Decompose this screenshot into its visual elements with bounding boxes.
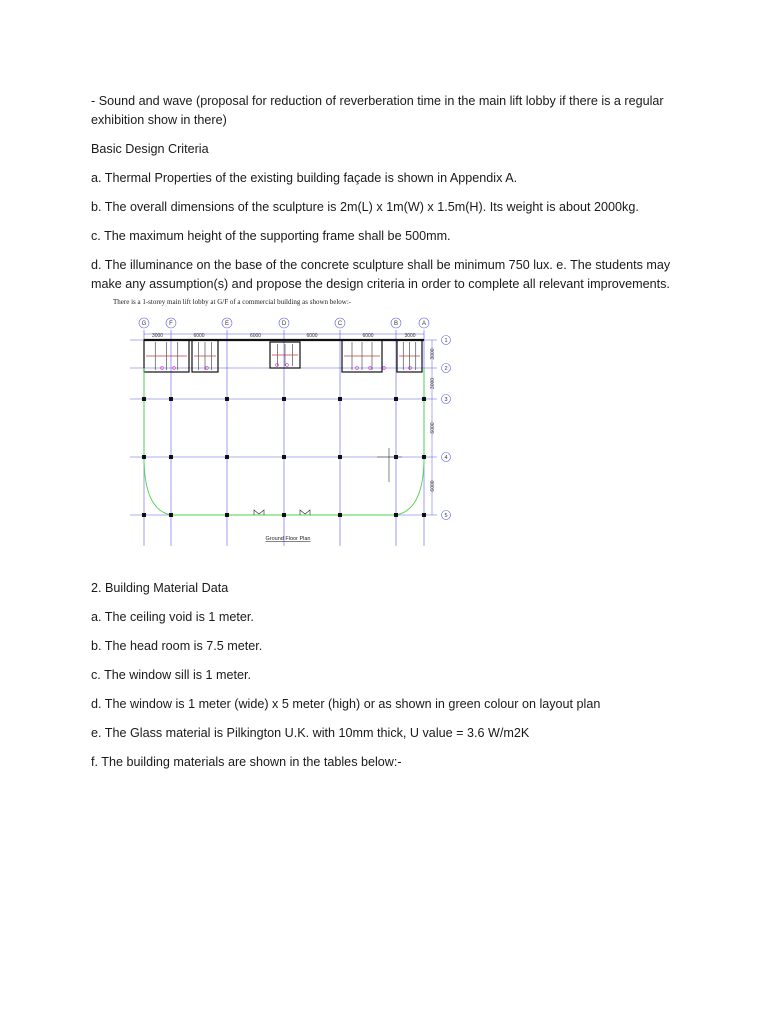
row-label-2: 2 (444, 366, 448, 372)
ground-floor-plan-figure (112, 310, 462, 555)
lift-core-middle (270, 342, 300, 368)
column (142, 455, 146, 459)
entrance-door (300, 510, 310, 515)
col-label-D: D (281, 321, 287, 328)
material-item-c: c. The window sill is 1 meter. (91, 668, 252, 682)
column (142, 397, 146, 401)
lift-core-right (397, 340, 422, 372)
col-label-A: A (421, 321, 427, 328)
section-2-heading: 2. Building Material Data (91, 581, 229, 595)
entrance-door (254, 510, 264, 515)
fixture-mark (276, 364, 279, 367)
column (169, 513, 173, 517)
figure-caption: There is a 1-storey main lift lobby at G/F of a commercial building as shown below:- (113, 298, 352, 306)
row-label-1: 1 (444, 338, 448, 344)
col-spacing: 6000 (362, 333, 374, 339)
row-label-5: 5 (444, 513, 448, 519)
column (169, 397, 173, 401)
col-spacing: 6000 (306, 333, 318, 339)
criteria-item-d-e: d. The illuminance on the base of the concrete sculpture shall be minimum 750 lux. e. The students may make any assumption(s) and propose the design criteria in order to complete all relevant improvements. (91, 258, 671, 291)
column (225, 397, 229, 401)
criteria-item-b: b. The overall dimensions of the sculpture is 2m(L) x 1m(W) x 1.5m(H). Its weight is about 2000kg. (91, 200, 639, 214)
col-spacing: 3000 (151, 333, 164, 339)
column (142, 513, 146, 517)
criteria-item-a: a. Thermal Properties of the existing building façade is shown in Appendix A. (91, 171, 518, 185)
column (338, 513, 342, 517)
col-label-G: G (141, 321, 147, 328)
criteria-item-c: c. The maximum height of the supporting frame shall be 500mm. (91, 229, 451, 243)
row-label-4: 4 (444, 455, 448, 461)
row-spacing: 6000 (430, 480, 436, 492)
stair-core-right (342, 340, 382, 372)
material-item-f: f. The building materials are shown in the tables below:- (91, 755, 402, 769)
col-label-E: E (224, 321, 230, 328)
column (225, 455, 229, 459)
col-spacing: 6000 (193, 333, 205, 339)
column (422, 397, 426, 401)
floor-plan-drawing (112, 310, 462, 555)
material-item-b: b. The head room is 7.5 meter. (91, 639, 263, 653)
basic-design-criteria-heading: Basic Design Criteria (91, 142, 209, 156)
door-swing (254, 510, 264, 515)
column (225, 513, 229, 517)
column (282, 397, 286, 401)
lift-core-left (192, 340, 218, 372)
row-dimensions (430, 340, 436, 515)
col-label-C: C (337, 321, 343, 328)
col-label-F: F (169, 321, 173, 328)
fixture-mark (286, 364, 289, 367)
door-swing (300, 510, 310, 515)
stair-core-left (144, 340, 189, 372)
column (169, 455, 173, 459)
column-grid-labels (139, 318, 429, 328)
col-spacing: 3000 (404, 333, 416, 339)
material-item-e: e. The Glass material is Pilkington U.K. with 10mm thick, U value = 3.6 W/m2K (91, 726, 530, 740)
row-spacing: 3000 (430, 348, 436, 360)
column (338, 397, 342, 401)
row-spacing: 3000 (430, 377, 436, 390)
material-item-a: a. The ceiling void is 1 meter. (91, 610, 254, 624)
column (422, 455, 426, 459)
col-label-B: B (393, 321, 399, 328)
plan-details (254, 448, 402, 515)
column (394, 513, 398, 517)
material-item-d: d. The window is 1 meter (wide) x 5 meter (high) or as shown in green colour on layout plan (91, 697, 601, 711)
column (422, 513, 426, 517)
row-spacing: 6000 (430, 422, 436, 434)
col-spacing: 6000 (249, 333, 262, 339)
plan-title: Ground Floor Plan (265, 536, 311, 542)
row-label-3: 3 (444, 397, 448, 403)
column (282, 513, 286, 517)
column (394, 397, 398, 401)
column (282, 455, 286, 459)
intro-paragraph-sound: - Sound and wave (proposal for reduction of reverberation time in the main lift lobby if there is a regular exhibition show in there) (91, 94, 664, 127)
column (338, 455, 342, 459)
row-grid-labels (442, 336, 451, 520)
